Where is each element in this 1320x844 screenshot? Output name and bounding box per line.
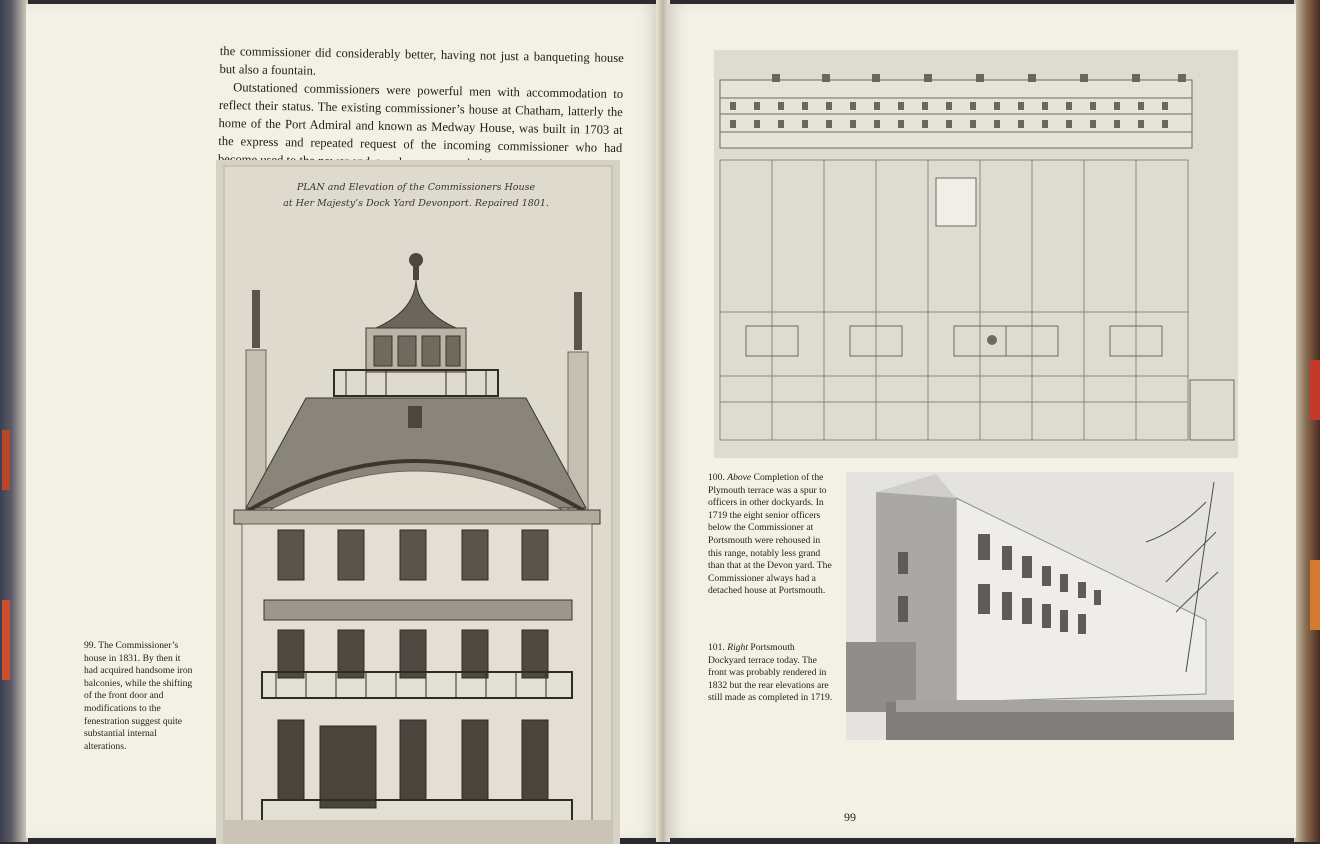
figure-100-terrace-plan-and-elevation: [714, 50, 1238, 458]
figure-101-caption: [708, 642, 834, 713]
drawing-title-line1: PLAN and Elevation of the Commissioners House: [296, 182, 536, 193]
figure-99-commissioners-house-drawing: [216, 160, 620, 844]
caption-text: Completion of the Plymouth terrace was a spur to officers in other dockyards. In 1719 the eight senior officers below the Commissioner at Portsmouth were rehoused in this range, notably less grand than that at the Devon yard. The Commissioner always had a detached house at Portsmouth.: [708, 472, 832, 597]
colour-swatch-orange: [1310, 560, 1320, 630]
colour-swatch-orange: [2, 600, 10, 680]
terrace-photograph: [846, 472, 1234, 740]
paragraph-1: the commissioner did considerably better, having not just a banqueting house but also a fountain.: [219, 43, 624, 78]
caption-position-word: Above: [727, 472, 752, 483]
left-background-edge: [0, 0, 28, 842]
caption-text: Portsmouth Dockyard terrace today. The front was probably rendered in 1832 but the rear elevations are still made as completed in 1719.: [708, 642, 833, 704]
terrace-plan-drawing: [714, 50, 1238, 458]
paragraph-2: Outstationed commissioners were powerful men with accommodation to reflect their status. The existing commissioner’s house at Chatham, latterly the home of the Port Admiral and known as Medway House, was built in 1703 at the express and repeated request of the incoming commissioner who had: [218, 80, 624, 156]
caption-text: 99. The Commissioner’s house in 1831. By then it had acquired handsome iron balconies, while the shifting of the front door and modifications to the fenestration suggest quite substantial internal alterations.: [84, 640, 193, 752]
drawing-title-line2: at Her Majesty’s Dock Yard Devonport. Repaired 1801.: [283, 198, 549, 209]
figure-100-caption: [708, 472, 834, 606]
caption-number: 100.: [708, 472, 725, 483]
left-page: [26, 4, 658, 838]
figure-99-caption: [84, 640, 194, 761]
elevation-drawing: [216, 160, 620, 844]
colour-swatch-red: [1310, 360, 1320, 420]
caption-position-word: Right: [727, 642, 748, 653]
body-text: [218, 42, 624, 175]
figure-101-terrace-photo: [846, 472, 1234, 740]
colour-swatch-red: [2, 430, 10, 490]
right-page: [668, 4, 1296, 838]
caption-number: 101.: [708, 642, 725, 653]
page-number: 99: [844, 810, 856, 824]
right-background-edge: [1294, 0, 1320, 842]
